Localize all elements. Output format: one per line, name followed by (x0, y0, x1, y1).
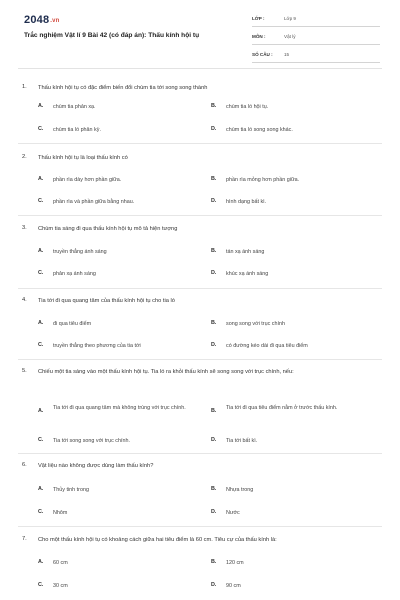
meta-value: 15 (284, 52, 290, 57)
option-letter: D. (211, 126, 217, 132)
option-text: phần rìa mỏng hơn phần giữa. (226, 177, 300, 183)
question-text: Thấu kính hội tụ có đặc điểm biến đổi chùm tia tới song song thành (38, 85, 208, 91)
option-text: đi qua tiêu điểm (53, 321, 92, 327)
option-letter: C. (38, 270, 44, 276)
option-letter: D. (211, 198, 217, 204)
option-text: Nhôm (53, 510, 68, 516)
question-text: Thấu kính hội tụ là loại thấu kính có (38, 155, 128, 161)
meta-row-count (252, 49, 380, 63)
option-letter: A. (38, 559, 44, 565)
option-text: truyền thẳng ánh sáng (53, 249, 107, 255)
question-divider (18, 215, 382, 216)
option-text: chùm tia ló phân kỳ. (53, 127, 101, 133)
option-text: chùm tia ló hội tụ. (226, 104, 269, 110)
option-letter: D. (211, 342, 217, 348)
option-letter: C. (38, 342, 44, 348)
question-divider (18, 288, 382, 289)
option-text: Tia tới song song với trục chính. (53, 438, 130, 444)
option-letter: D. (211, 437, 217, 443)
question-number: 2. (22, 154, 27, 160)
option-letter: C. (38, 509, 44, 515)
option-text: có đường kéo dài đi qua tiêu điểm (226, 343, 308, 349)
option-text: hình dạng bất kì. (226, 199, 267, 205)
question-text: Tia tới đi qua quang tâm của thấu kính hội tụ cho tia ló (38, 298, 175, 304)
site-logo[interactable] (24, 14, 60, 26)
option-text: chùm tia ló song song khác. (226, 127, 293, 133)
question-text: Vật liệu nào không được dùng làm thấu kính? (38, 463, 154, 469)
option-letter: A. (38, 103, 44, 109)
option-text: phần rìa và phần giữa bằng nhau. (53, 199, 135, 205)
option-letter: B. (211, 176, 217, 182)
question-number: 4. (22, 297, 27, 303)
option-text: 90 cm (226, 583, 241, 589)
option-letter: A. (38, 486, 44, 492)
question-text: Cho một thấu kính hội tụ có khoảng cách giữa hai tiêu điểm là 60 cm. Tiêu cự của thấu kính là: (38, 537, 277, 543)
option-letter: B. (211, 559, 217, 565)
meta-row-class (252, 13, 380, 27)
option-text: Nước (226, 510, 240, 516)
option-letter: D. (211, 582, 217, 588)
option-text: phản xạ ánh sáng (53, 271, 96, 277)
option-letter: C. (38, 126, 44, 132)
meta-label: LỚP : (252, 16, 265, 21)
question-text: Chiếu một tia sáng vào một thấu kính hội tụ. Tia ló ra khỏi thấu kính sẽ song song với trục chính, nếu: (38, 369, 294, 375)
question-divider (18, 359, 382, 360)
option-text: 30 cm (53, 583, 68, 589)
option-letter: B. (211, 248, 217, 254)
option-text: Tia tới đi qua tiêu điểm nằm ở trước thấu kính. (226, 405, 338, 411)
header-divider (18, 68, 382, 69)
question-number: 5. (22, 368, 27, 374)
option-text: 60 cm (53, 560, 68, 566)
option-letter: D. (211, 509, 217, 515)
option-letter: A. (38, 408, 44, 414)
meta-value: Vật lý (284, 34, 296, 39)
question-number: 6. (22, 462, 27, 468)
option-text: phần rìa dày hơn phần giữa. (53, 177, 122, 183)
option-letter: B. (211, 320, 217, 326)
meta-value: Lớp 9 (284, 16, 296, 21)
option-letter: C. (38, 198, 44, 204)
logo-text: 2048 (24, 14, 50, 26)
option-text: Thủy tinh trong (53, 487, 89, 493)
option-text: chùm tia phản xạ. (53, 104, 96, 110)
option-letter: C. (38, 437, 44, 443)
option-text: Tia tới đi qua quang tâm mà không trùng với trục chính. (53, 405, 186, 411)
option-text: 120 cm (226, 560, 244, 566)
page-header (0, 0, 400, 66)
option-text: truyền thẳng theo phương của tia tới (53, 343, 141, 349)
option-letter: B. (211, 408, 217, 414)
page-title: Trắc nghiệm Vật lí 9 Bài 42 (có đáp án): Thấu kính hội tụ (24, 32, 200, 39)
question-text: Chùm tia sáng đi qua thấu kính hội tụ mô tả hiện tượng (38, 226, 178, 232)
question-number: 1. (22, 84, 27, 90)
meta-label: SỐ CÂU : (252, 52, 273, 57)
quiz-meta (252, 13, 380, 67)
question-divider (18, 453, 382, 454)
option-letter: B. (211, 486, 217, 492)
question-number: 3. (22, 225, 27, 231)
meta-row-subject (252, 31, 380, 45)
question-divider (18, 526, 382, 527)
option-text: Tia tới bất kì. (226, 438, 258, 444)
option-letter: A. (38, 176, 44, 182)
option-text: song song với trục chính (226, 321, 285, 327)
option-text: khúc xạ ánh sáng (226, 271, 269, 277)
question-number: 7. (22, 536, 27, 542)
question-divider (18, 143, 382, 144)
option-text: Nhựa trong (226, 487, 254, 493)
meta-label: MÔN : (252, 34, 266, 39)
option-letter: D. (211, 270, 217, 276)
option-letter: A. (38, 248, 44, 254)
option-letter: C. (38, 582, 44, 588)
option-letter: A. (38, 320, 44, 326)
logo-suffix: .vn (50, 18, 60, 24)
option-text: tán xạ ánh sáng (226, 249, 265, 255)
option-letter: B. (211, 103, 217, 109)
